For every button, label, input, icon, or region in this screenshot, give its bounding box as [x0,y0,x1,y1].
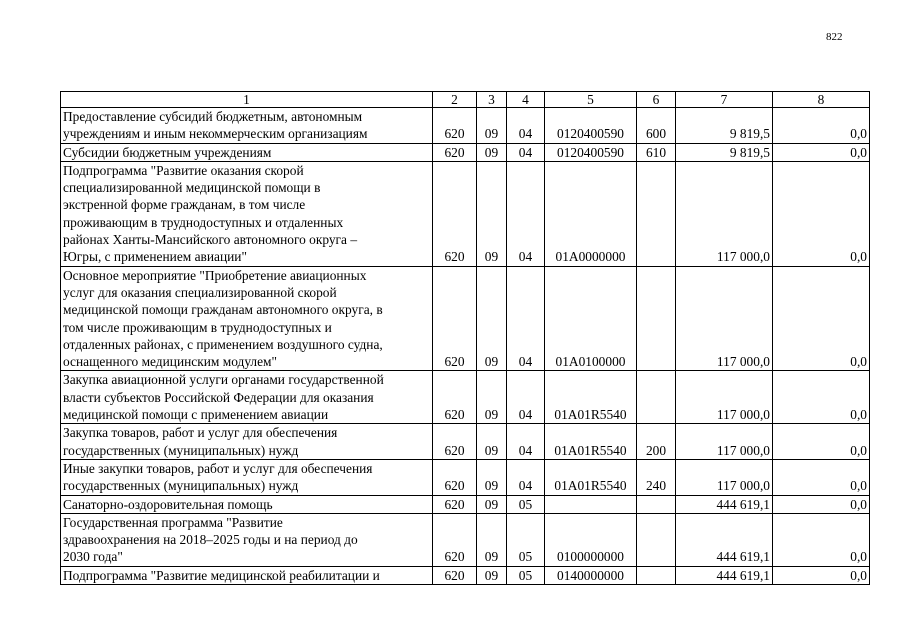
cell-target-article: 01А01R5540 [545,459,637,495]
header-cell: 1 [61,92,433,108]
cell-section: 09 [477,495,507,513]
cell-expense-type [637,513,676,566]
row-description: Подпрограмма "Развитие оказания скорой специализированной медицинской помощи в экстренной форме гражданам, в том числе проживающим в труднодоступных и отдаленных районах Ханты-Мансийского автономного округа – Югры, с применением авиации" [61,161,433,266]
row-description: Санаторно-оздоровительная помощь [61,495,433,513]
cell-section: 09 [477,266,507,371]
cell-target-article: 0140000000 [545,566,637,584]
cell-section: 09 [477,143,507,161]
header-cell: 7 [676,92,773,108]
cell-section: 09 [477,566,507,584]
cell-amount: 444 619,1 [676,566,773,584]
cell-target-article: 01А0000000 [545,161,637,266]
cell-target-article: 01А0100000 [545,266,637,371]
cell-expense-type [637,371,676,424]
cell-section: 09 [477,108,507,144]
cell-expense-type: 600 [637,108,676,144]
row-description: Предоставление субсидий бюджетным, автономным учреждениям и иным некоммерческим организациям [61,108,433,144]
table-row [61,459,870,495]
header-cell: 2 [433,92,477,108]
cell-section: 09 [477,513,507,566]
table-row [61,266,870,371]
cell-amount-2: 0,0 [773,108,870,144]
cell-amount-2: 0,0 [773,566,870,584]
cell-subsection: 04 [507,108,545,144]
header-cell: 8 [773,92,870,108]
cell-subsection: 05 [507,495,545,513]
cell-subsection: 04 [507,459,545,495]
cell-ministry-code: 620 [433,495,477,513]
cell-expense-type [637,566,676,584]
cell-target-article: 0120400590 [545,108,637,144]
table-row [61,143,870,161]
cell-amount-2: 0,0 [773,459,870,495]
cell-amount: 444 619,1 [676,495,773,513]
row-description: Основное мероприятие "Приобретение авиационных услуг для оказания специализированной скорой медицинской помощи гражданам автономного округа, в том числе проживающим в труднодоступных и отдаленных районах, с применением воздушного судна, оснащенного медицинским модулем" [61,266,433,371]
cell-amount-2: 0,0 [773,371,870,424]
row-description: Государственная программа "Развитие здравоохранения на 2018–2025 годы и на период до 2030 года" [61,513,433,566]
table-row [61,424,870,460]
page-number: 822 [826,31,843,43]
cell-ministry-code: 620 [433,371,477,424]
cell-subsection: 04 [507,266,545,371]
cell-expense-type [637,161,676,266]
table-row [61,161,870,266]
cell-target-article: 01А01R5540 [545,371,637,424]
cell-ministry-code: 620 [433,161,477,266]
cell-ministry-code: 620 [433,566,477,584]
cell-target-article: 0100000000 [545,513,637,566]
cell-ministry-code: 620 [433,108,477,144]
table-row [61,108,870,144]
cell-amount: 444 619,1 [676,513,773,566]
cell-ministry-code: 620 [433,424,477,460]
cell-amount-2: 0,0 [773,161,870,266]
cell-amount: 117 000,0 [676,424,773,460]
row-description: Иные закупки товаров, работ и услуг для обеспечения государственных (муниципальных) нужд [61,459,433,495]
table-row [61,513,870,566]
cell-amount-2: 0,0 [773,495,870,513]
cell-amount-2: 0,0 [773,143,870,161]
cell-expense-type: 610 [637,143,676,161]
cell-subsection: 04 [507,143,545,161]
cell-amount-2: 0,0 [773,266,870,371]
budget-table [60,91,870,585]
row-description: Субсидии бюджетным учреждениям [61,143,433,161]
cell-ministry-code: 620 [433,143,477,161]
table-row [61,371,870,424]
cell-expense-type [637,266,676,371]
cell-subsection: 04 [507,424,545,460]
header-cell: 5 [545,92,637,108]
cell-amount-2: 0,0 [773,424,870,460]
cell-ministry-code: 620 [433,513,477,566]
table-row [61,566,870,584]
cell-section: 09 [477,459,507,495]
cell-amount-2: 0,0 [773,513,870,566]
cell-amount: 117 000,0 [676,266,773,371]
cell-amount: 117 000,0 [676,459,773,495]
cell-target-article [545,495,637,513]
table-row [61,495,870,513]
cell-amount: 9 819,5 [676,143,773,161]
cell-subsection: 04 [507,371,545,424]
cell-target-article: 0120400590 [545,143,637,161]
cell-target-article: 01А01R5540 [545,424,637,460]
cell-expense-type [637,495,676,513]
header-cell: 6 [637,92,676,108]
header-cell: 4 [507,92,545,108]
cell-amount: 9 819,5 [676,108,773,144]
row-description: Подпрограмма "Развитие медицинской реабилитации и [61,566,433,584]
row-description: Закупка товаров, работ и услуг для обеспечения государственных (муниципальных) нужд [61,424,433,460]
cell-expense-type: 240 [637,459,676,495]
cell-subsection: 05 [507,566,545,584]
cell-expense-type: 200 [637,424,676,460]
row-description: Закупка авиационной услуги органами государственной власти субъектов Российской Федерации для оказания медицинской помощи с применением авиации [61,371,433,424]
cell-subsection: 04 [507,161,545,266]
cell-ministry-code: 620 [433,459,477,495]
header-cell: 3 [477,92,507,108]
cell-section: 09 [477,371,507,424]
cell-section: 09 [477,161,507,266]
cell-subsection: 05 [507,513,545,566]
cell-amount: 117 000,0 [676,371,773,424]
cell-ministry-code: 620 [433,266,477,371]
table-header-row [61,92,870,108]
cell-amount: 117 000,0 [676,161,773,266]
cell-section: 09 [477,424,507,460]
